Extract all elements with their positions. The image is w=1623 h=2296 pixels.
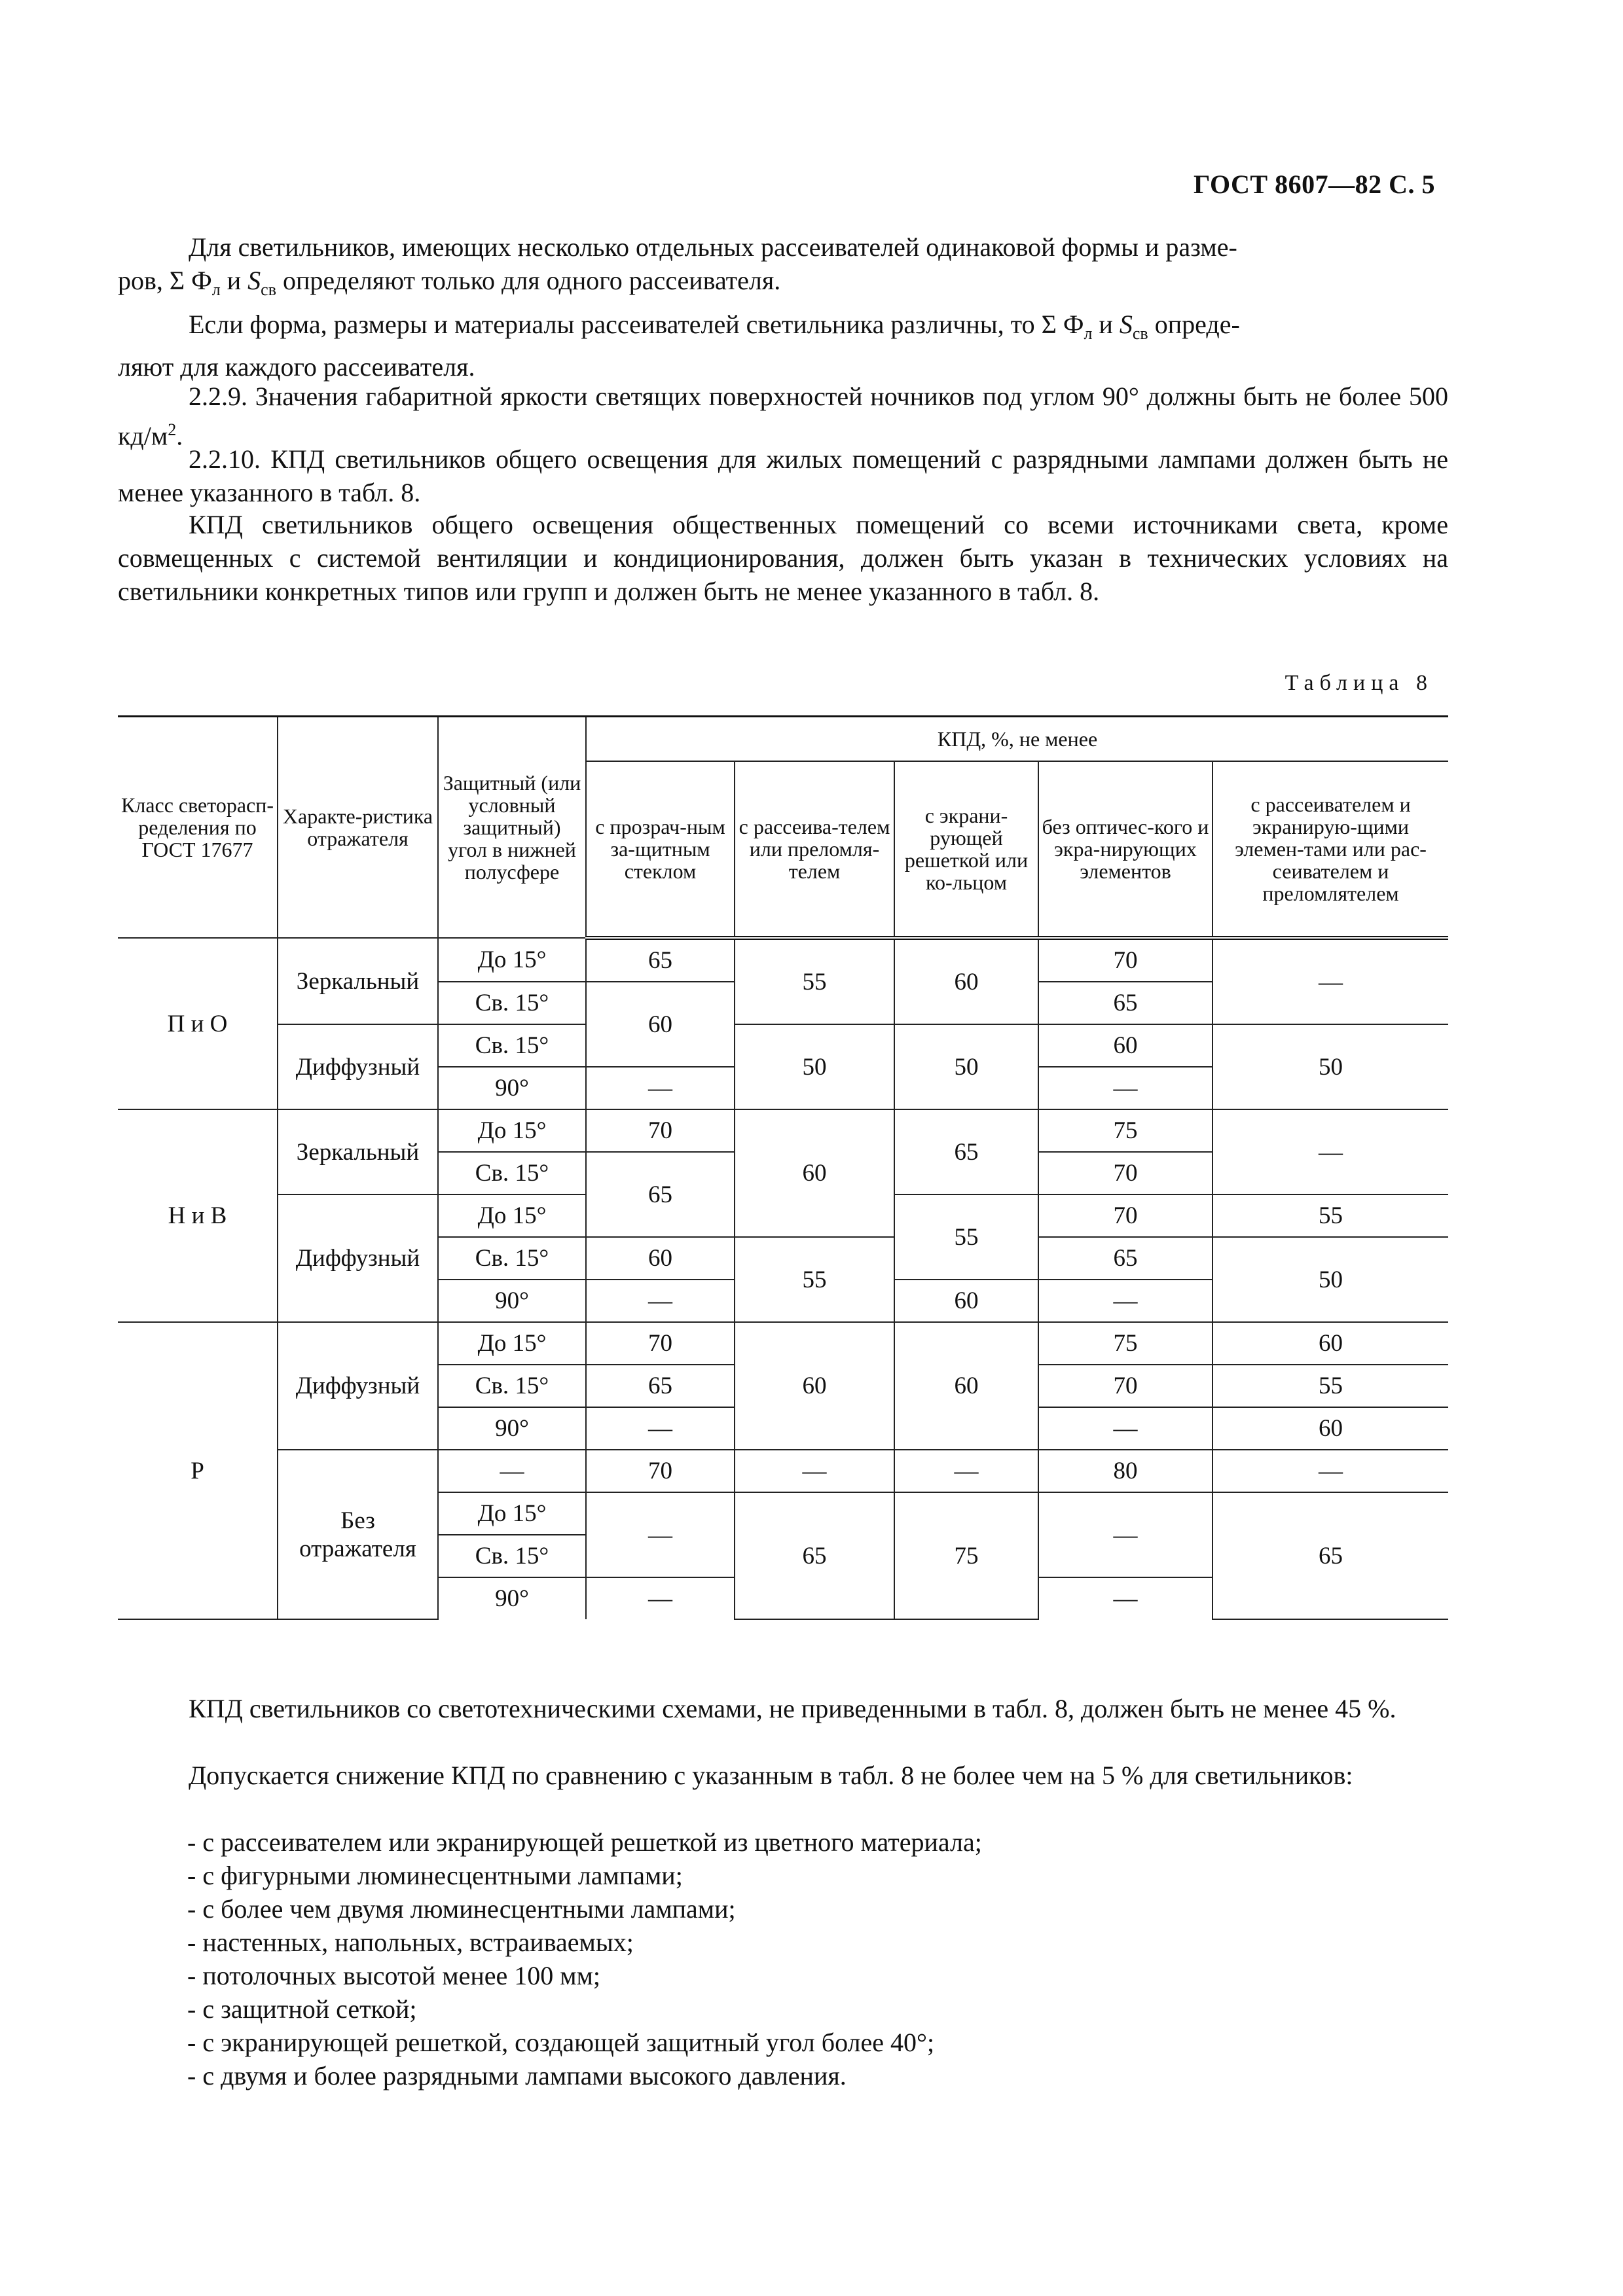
value-cell: 75 xyxy=(894,1492,1038,1619)
header-diffuser-refractor: с рассеива-телем или преломля-телем xyxy=(735,761,894,938)
table-row xyxy=(118,1109,1448,1152)
value-cell: 70 xyxy=(1038,1194,1213,1237)
value-cell: — xyxy=(735,1450,894,1492)
table-caption: Таблица 8 xyxy=(1285,671,1433,695)
value-cell: — xyxy=(586,1492,735,1577)
header-diffuser-screening: с рассеивателем и экранирую-щими элемен-тами или рас-сеивателем и преломлятелем xyxy=(1213,761,1448,938)
value-cell: 80 xyxy=(1038,1450,1213,1492)
header-transparent-glass: с прозрач-ным за-щитным стеклом xyxy=(586,761,735,938)
value-cell: 70 xyxy=(1038,1365,1213,1407)
list-item: - с двумя и более разрядными лампами высокого давления. xyxy=(187,2061,847,2090)
reflector-cell: Зеркальный xyxy=(278,1109,438,1194)
value-cell: 70 xyxy=(1038,938,1213,982)
angle-cell: Св. 15° xyxy=(438,1237,586,1280)
value-cell: — xyxy=(894,1450,1038,1492)
value-cell: 60 xyxy=(1213,1322,1448,1365)
paragraph-public-premises: КПД светильников общего освещения общественных помещений со всеми источниками света, кроме совмещенных с системой вентиляции и кондиционирования, должен быть указан в технических условиях на светильники конкретных типов или групп и должен быть не менее указанного в табл. 8. xyxy=(118,510,1448,606)
header-class: Класс светорасп-ределения по ГОСТ 17677 xyxy=(118,717,278,939)
list-item: - с рассеивателем или экранирующей решеткой из цветного материала; xyxy=(187,1827,982,1857)
angle-cell: Св. 15° xyxy=(438,982,586,1024)
value-cell: 60 xyxy=(894,938,1038,1024)
reflector-cell: Диффузный xyxy=(278,1024,438,1109)
angle-cell: Св. 15° xyxy=(438,1535,586,1577)
value-cell: 60 xyxy=(1038,1024,1213,1067)
angle-cell: 90° xyxy=(438,1407,586,1450)
paragraph-reduction: Допускается снижение КПД по сравнению с указанным в табл. 8 не более чем на 5 % для светильников: xyxy=(189,1761,1353,1790)
paragraph-diffusers-different: Если форма, размеры и материалы рассеивателей светильника различны, то Σ $Ф_л$ и $S_{св}$ опреде- ляют для каждого рассеивателя. xyxy=(118,310,1240,382)
value-cell: 60 xyxy=(586,1237,735,1280)
paragraph-2-2-10: 2.2.10. КПД светильников общего освещения для жилых помещений с разрядными лампами должен быть не менее указанного в табл. 8. xyxy=(118,444,1448,507)
luminaire-list xyxy=(187,1825,982,2092)
list-item: - потолочных высотой менее 100 мм; xyxy=(187,1961,601,1990)
reflector-cell: Диффузный xyxy=(278,1194,438,1322)
paragraph-other-schemes: КПД светильников со светотехническими схемами, не приведенными в табл. 8, должен быть не менее 45 %. xyxy=(189,1694,1396,1723)
value-cell: — xyxy=(1038,1067,1213,1109)
value-cell: 65 xyxy=(586,1365,735,1407)
table-row xyxy=(118,1322,1448,1365)
header-reflector: Характе-ристика отражателя xyxy=(278,717,438,939)
value-cell: — xyxy=(586,1067,735,1109)
value-cell: — xyxy=(1213,1450,1448,1492)
reflector-cell: Зеркальный xyxy=(278,938,438,1024)
efficiency-table xyxy=(118,715,1448,1620)
value-cell: 65 xyxy=(1213,1492,1448,1619)
value-cell: — xyxy=(586,1280,735,1322)
value-cell: 50 xyxy=(894,1024,1038,1109)
header-kpd: КПД, %, не менее xyxy=(586,717,1448,762)
value-cell: 70 xyxy=(1038,1152,1213,1194)
angle-cell: 90° xyxy=(438,1280,586,1322)
value-cell: 55 xyxy=(735,938,894,1024)
angle-cell: До 15° xyxy=(438,1109,586,1152)
paragraph-2-2-9: 2.2.9. Значения габаритной яркости светящих поверхностей ночников под углом 90° должны быть не более 500 $кд/м^2$. xyxy=(118,382,1448,451)
angle-cell: Св. 15° xyxy=(438,1365,586,1407)
value-cell: 55 xyxy=(1213,1365,1448,1407)
value-cell: 65 xyxy=(894,1109,1038,1194)
class-cell: П и О xyxy=(118,938,278,1109)
angle-cell: До 15° xyxy=(438,938,586,982)
list-item: - с более чем двумя люминесцентными лампами; xyxy=(187,1894,736,1924)
value-cell: 60 xyxy=(894,1322,1038,1450)
list-item: - с экранирующей решеткой, создающей защитный угол более 40°; xyxy=(187,2028,935,2057)
value-cell: 65 xyxy=(1038,1237,1213,1280)
angle-cell: 90° xyxy=(438,1577,586,1619)
value-cell: — xyxy=(1038,1492,1213,1577)
value-cell: 60 xyxy=(735,1109,894,1237)
angle-cell: 90° xyxy=(438,1067,586,1109)
list-item: - с защитной сеткой; xyxy=(187,1994,417,2024)
value-cell: 70 xyxy=(586,1109,735,1152)
angle-cell: До 15° xyxy=(438,1492,586,1535)
value-cell: 50 xyxy=(1213,1024,1448,1109)
value-cell: 70 xyxy=(586,1322,735,1365)
value-cell: 65 xyxy=(586,938,735,982)
class-cell: Н и В xyxy=(118,1109,278,1322)
angle-cell: Св. 15° xyxy=(438,1024,586,1067)
paragraph-diffusers-same: Для светильников, имеющих несколько отдельных рассеивателей одинаковой формы и разме- ров, Σ $Ф_л$ и $S_{св}$ определяют только для одного рассеивателя. xyxy=(118,232,1237,299)
value-cell: — xyxy=(586,1407,735,1450)
angle-cell: Св. 15° xyxy=(438,1152,586,1194)
list-item: - с фигурными люминесцентными лампами; xyxy=(187,1861,683,1890)
value-cell: — xyxy=(1038,1407,1213,1450)
page-header: ГОСТ 8607—82 С. 5 xyxy=(1193,170,1435,199)
value-cell: 75 xyxy=(1038,1322,1213,1365)
reflector-cell: Диффузный xyxy=(278,1322,438,1450)
list-item: - настенных, напольных, встраиваемых; xyxy=(187,1928,634,1957)
value-cell: 55 xyxy=(735,1237,894,1322)
table-row xyxy=(118,1450,1448,1492)
header-no-optical: без оптичес-кого и экра-нирующих элементов xyxy=(1038,761,1213,938)
angle-cell: До 15° xyxy=(438,1322,586,1365)
value-cell: 55 xyxy=(1213,1194,1448,1237)
value-cell: — xyxy=(1213,1109,1448,1194)
value-cell: 65 xyxy=(586,1152,735,1237)
value-cell: 65 xyxy=(735,1492,894,1619)
value-cell: 75 xyxy=(1038,1109,1213,1152)
value-cell: 50 xyxy=(735,1024,894,1109)
table-row xyxy=(118,938,1448,982)
header-screening-grid: с экрани-рующей решеткой или ко-льцом xyxy=(894,761,1038,938)
angle-cell: — xyxy=(438,1450,586,1492)
value-cell: 70 xyxy=(586,1450,735,1492)
angle-cell: До 15° xyxy=(438,1194,586,1237)
value-cell: — xyxy=(586,1577,735,1619)
class-cell: Р xyxy=(118,1322,278,1619)
value-cell: — xyxy=(1213,938,1448,1024)
value-cell: 60 xyxy=(735,1322,894,1450)
value-cell: 50 xyxy=(1213,1237,1448,1322)
value-cell: 60 xyxy=(894,1280,1038,1322)
value-cell: — xyxy=(1038,1280,1213,1322)
value-cell: 60 xyxy=(586,982,735,1067)
value-cell: 65 xyxy=(1038,982,1213,1024)
table-row xyxy=(118,1024,1448,1067)
reflector-cell: Без отражателя xyxy=(278,1450,438,1619)
value-cell: 60 xyxy=(1213,1407,1448,1450)
header-angle: Защитный (или условный защитный) угол в нижней полусфере xyxy=(438,717,586,939)
value-cell: 55 xyxy=(894,1194,1038,1280)
value-cell: — xyxy=(1038,1577,1213,1619)
